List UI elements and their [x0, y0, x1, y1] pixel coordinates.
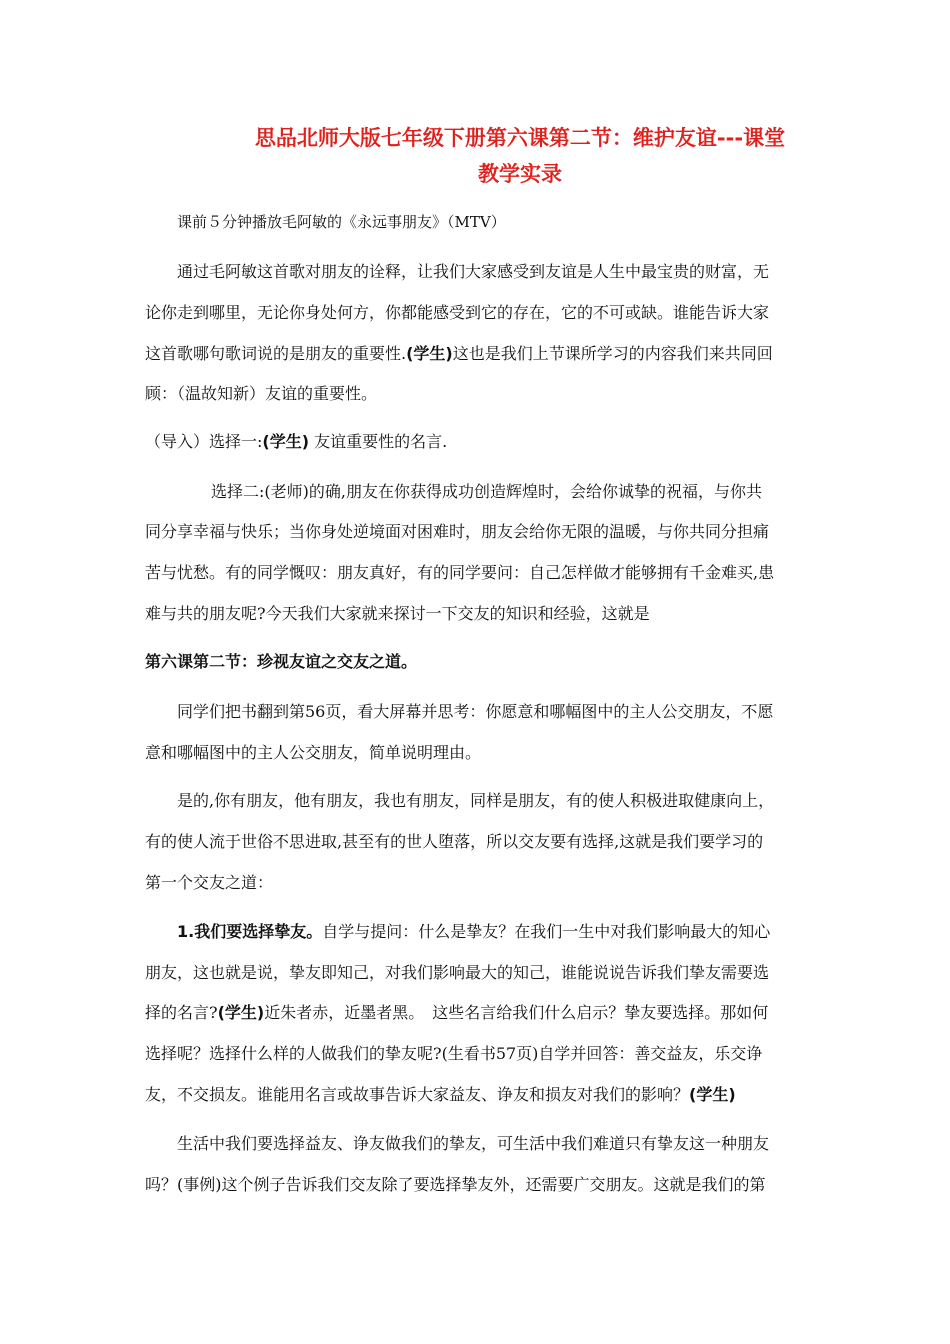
paragraph-6-line-5-text: 友，不交损友。谁能用名言或故事告诉大家益友、诤友和损友对我们的影响？ [145, 1085, 690, 1104]
paragraph-5-line-2: 有的使人流于世俗不思进取,甚至有的世人堕落，所以交友要有选择,这就是我们要学习的 [145, 832, 764, 851]
student-marker: (学生) [406, 344, 453, 363]
section-heading: 第六课第二节：珍视友谊之交友之道。 [145, 652, 418, 671]
paragraph-1-line-3-text: 这首歌哪句歌词说的是朋友的重要性. [145, 344, 407, 363]
student-marker: (学生) [262, 432, 310, 451]
paragraph-6-line-5 [145, 1085, 736, 1105]
paragraph-6-line-3-rest: 近朱者赤，近墨者黑。 这些名言给我们什么启示？挚友要选择。那如何 [264, 1003, 769, 1022]
paragraph-6-line-1 [177, 922, 770, 942]
student-marker: (学生) [217, 1003, 265, 1022]
paragraph-6-line-1-rest: 自学与提问：什么是挚友？在我们一生中对我们影响最大的知心 [322, 922, 771, 941]
paragraph-5-line-3: 第一个交友之道： [145, 873, 274, 892]
paragraph-7-line-1: 生活中我们要选择益友、诤友做我们的挚友，可生活中我们难道只有挚友这一种朋友 [177, 1134, 770, 1153]
paragraph-3-line-3: 苦与忧愁。有的同学慨叹：朋友真好，有的同学要问：自己怎样做才能够拥有千金难买,患 [145, 563, 775, 582]
paragraph-1-line-2: 论你走到哪里，无论你身处何方，你都能感受到它的存在，它的不可或缺。谁能告诉大家 [145, 303, 770, 322]
paragraph-7-line-2: 吗？(事例)这个例子告诉我们交友除了要选择挚友外，还需要广交朋友。这就是我们的第 [145, 1175, 766, 1194]
paragraph-4-line-2: 意和哪幅图中的主人公交朋友，简单说明理由。 [145, 743, 482, 762]
paragraph-6-line-3-text: 择的名言? [145, 1003, 218, 1022]
paragraph-5-line-1: 是的,你有朋友，他有朋友，我也有朋友，同样是朋友，有的使人积极进取健康向上， [177, 791, 775, 810]
paragraph-1-line-1: 通过毛阿敏这首歌对朋友的诠释，让我们大家感受到友谊是人生中最宝贵的财富，无 [177, 262, 770, 281]
document-title-line-1: 思品北师大版七年级下册第六课第二节：维护友谊---课堂 [254, 126, 786, 150]
paragraph-4-line-1: 同学们把书翻到第56页，看大屏幕并思考：你愿意和哪幅图中的主人公交朋友，不愿 [177, 702, 774, 721]
paragraph-3-line-2: 同分享幸福与快乐；当你身处逆境面对困难时，朋友会给你无限的温暖，与你共同分担痛 [145, 522, 770, 541]
lead-in-label: （导入）选择一: [145, 432, 263, 451]
intro-line: 课前５分钟播放毛阿敏的《永远事朋友》（MTV） [177, 213, 506, 231]
document-title-line-2: 教学实录 [478, 162, 562, 186]
paragraph-2-rest: 友谊重要性的名言. [314, 432, 448, 451]
paragraph-3-line-4: 难与共的朋友呢?今天我们大家就来探讨一下交友的知识和经验，这就是 [145, 604, 650, 623]
paragraph-1-line-3 [145, 344, 773, 364]
student-marker: (学生) [689, 1085, 736, 1104]
paragraph-6-line-3 [145, 1003, 768, 1023]
paragraph-3-line-1: 选择二:(老师)的确,朋友在你获得成功创造辉煌时，会给你诚挚的祝福，与你共 [211, 482, 762, 501]
paragraph-6-line-2: 朋友，这也就是说，挚友即知己，对我们影响最大的知己，谁能说说告诉我们挚友需要选 [145, 963, 770, 982]
paragraph-1-line-3-rest: 这也是我们上节课所学习的内容我们来共同回 [452, 344, 773, 363]
paragraph-1-line-4: 顾：（温故知新）友谊的重要性。 [145, 384, 378, 403]
numbered-heading-1: 1.我们要选择挚友。 [177, 922, 323, 941]
paragraph-2-line-1 [145, 432, 447, 452]
paragraph-6-line-4: 选择呢？选择什么样的人做我们的挚友呢?(生看书57页)自学并回答：善交益友，乐交诤 [145, 1044, 763, 1063]
